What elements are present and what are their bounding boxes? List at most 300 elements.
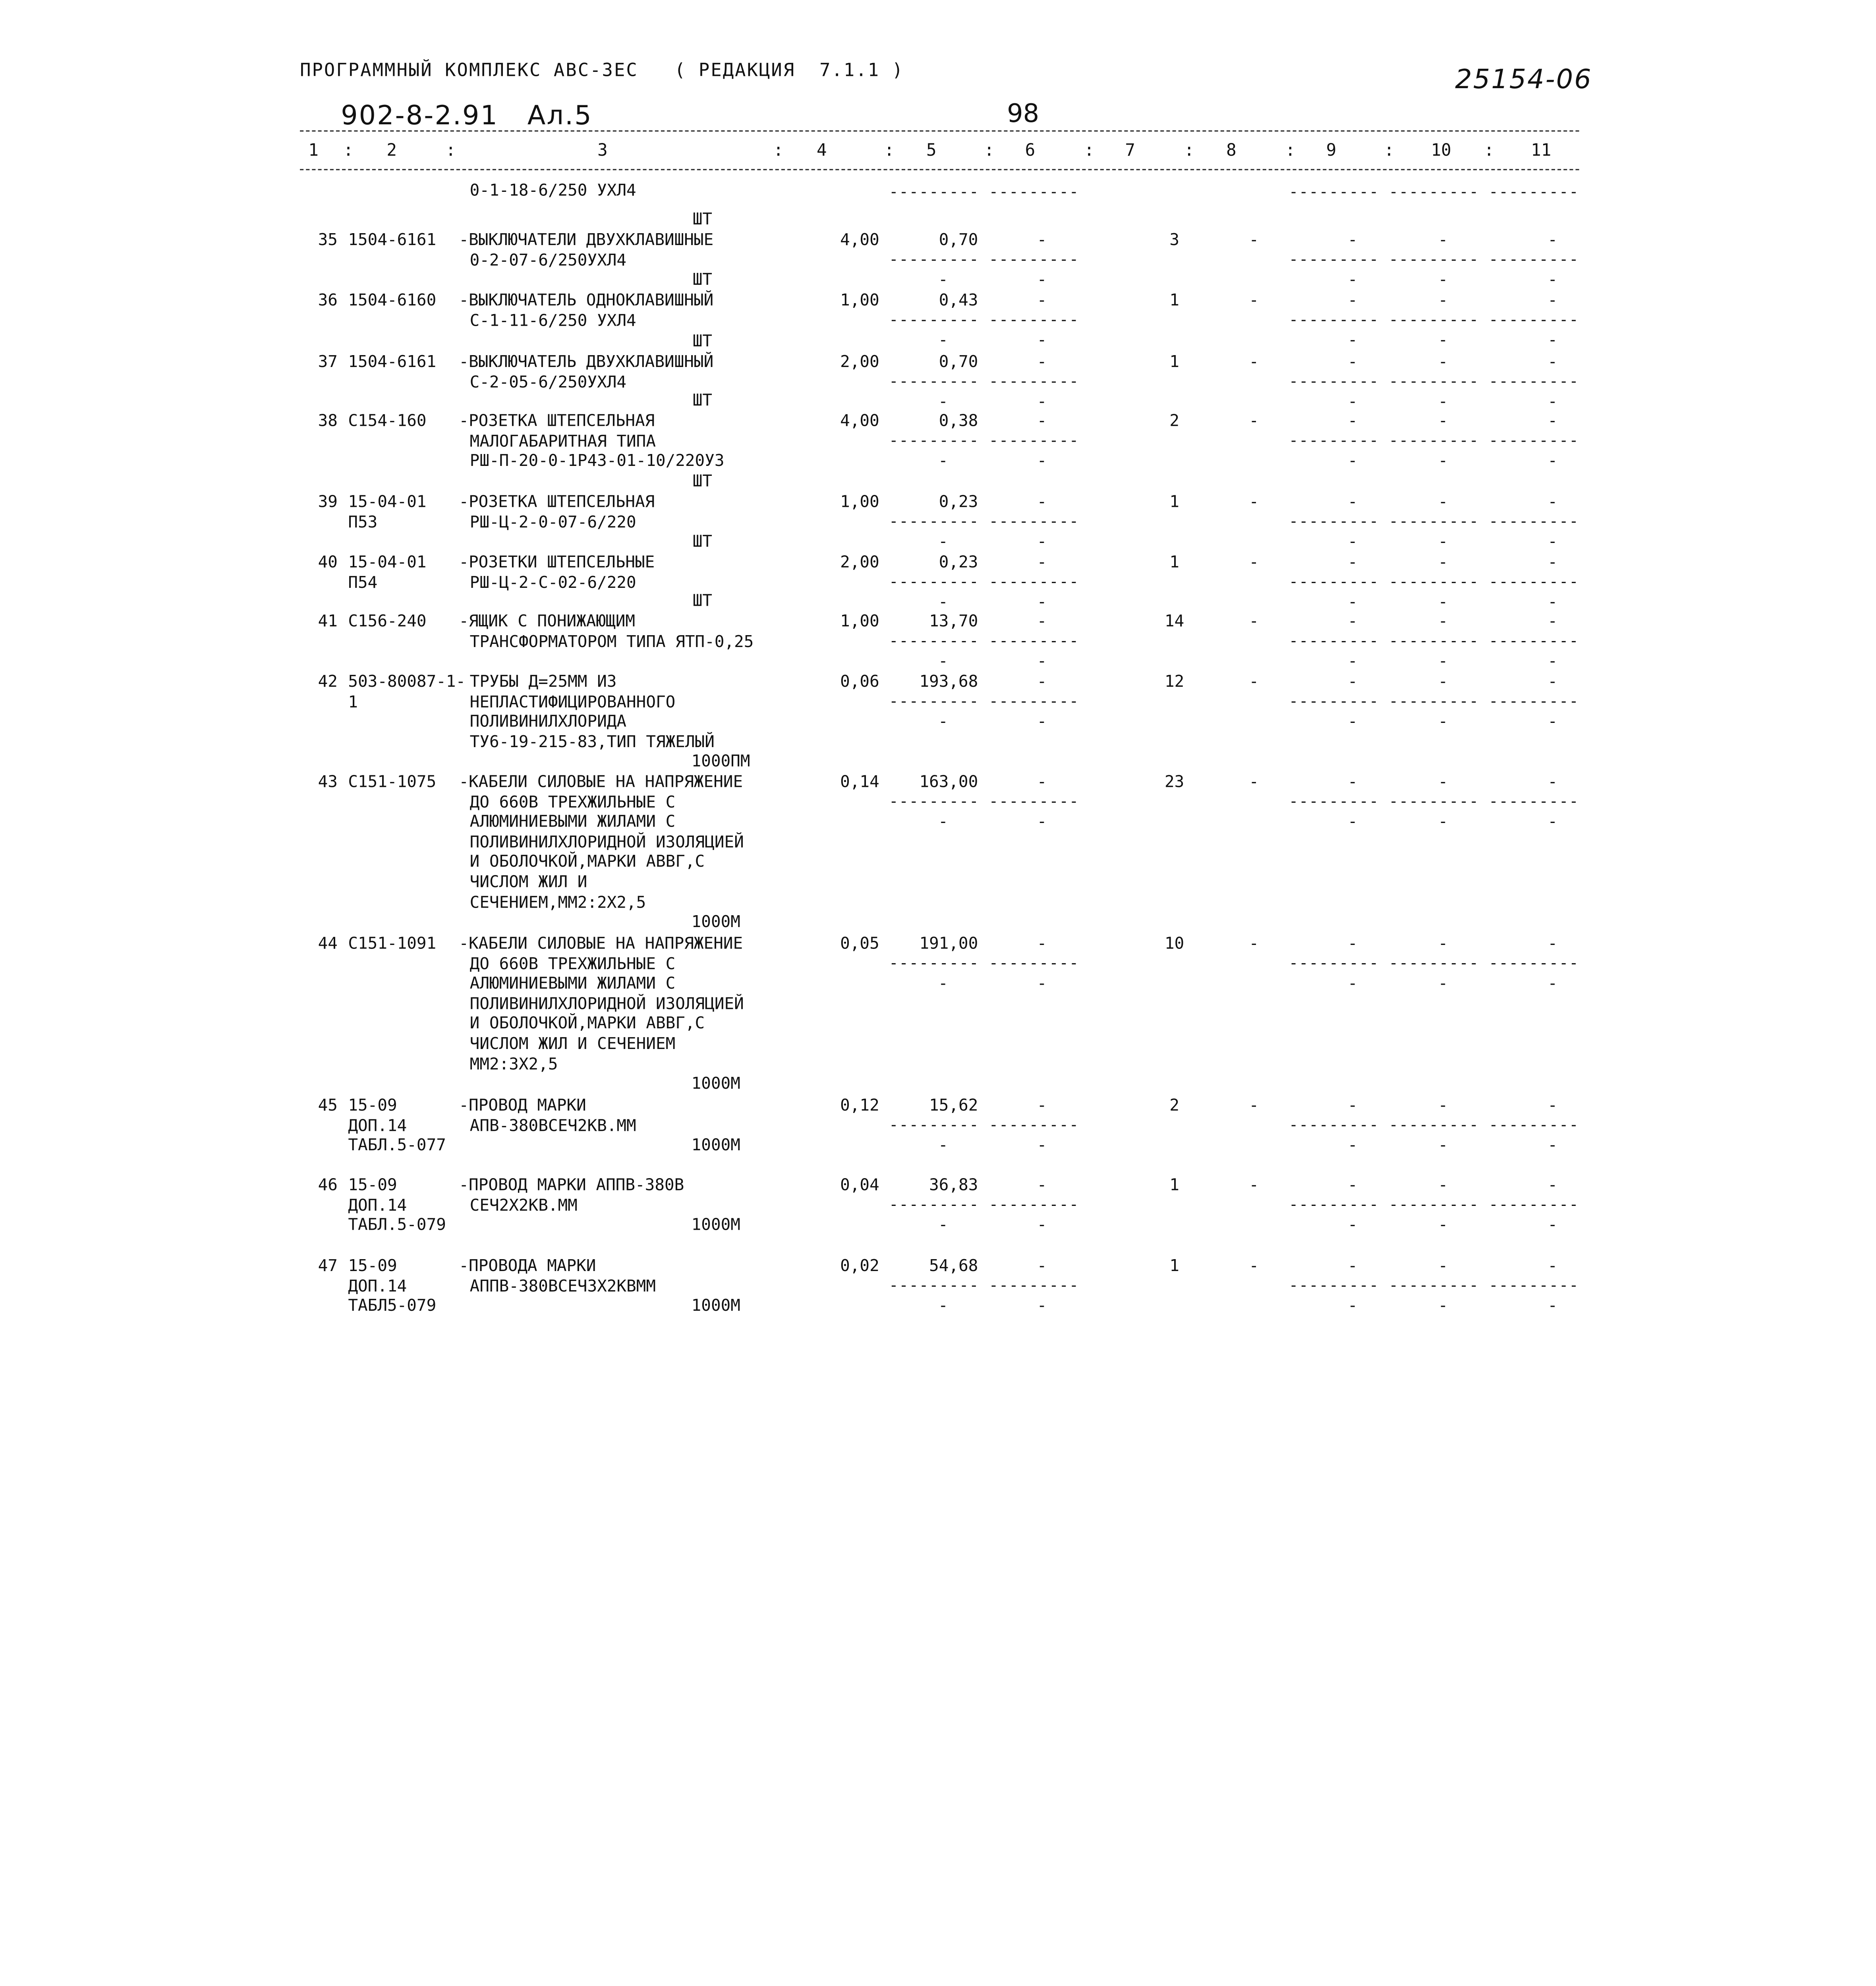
col5-subvalue: - xyxy=(938,1215,948,1235)
dash-separator: --------- xyxy=(989,954,1079,973)
col9-subvalue: - xyxy=(1348,1296,1358,1316)
unit: 1000ПМ xyxy=(691,752,750,772)
col10-subvalue: - xyxy=(1438,593,1448,612)
unit: 1000М xyxy=(691,912,740,932)
dash-separator: --------- xyxy=(1389,1116,1479,1134)
row-number: 43 xyxy=(318,772,338,792)
description-line: ПОЛИВИНИЛХЛОРИДА xyxy=(469,712,627,732)
col9-subvalue: - xyxy=(1348,652,1358,672)
col11-subvalue: - xyxy=(1548,1215,1558,1235)
col11-subvalue: - xyxy=(1548,532,1558,552)
column-number: 9 xyxy=(1326,141,1337,161)
col10-value: - xyxy=(1438,1256,1448,1276)
dash-separator: --------- xyxy=(1389,311,1479,329)
col5-value: 15,62 xyxy=(929,1096,978,1115)
col6-subvalue: - xyxy=(1037,1215,1047,1235)
col9-value: - xyxy=(1348,1256,1358,1276)
col7-value: 1 xyxy=(1169,291,1180,310)
dash-separator: --------- xyxy=(889,954,980,973)
dash-separator: --------- xyxy=(1489,692,1579,711)
col5-subvalue: - xyxy=(938,712,948,732)
column-separator: : xyxy=(1484,141,1494,161)
col8-value: - xyxy=(1249,492,1259,512)
dash-separator: --------- xyxy=(1489,632,1579,650)
col11-value: - xyxy=(1548,612,1558,632)
description-line: РШ-П-20-0-1Р43-01-10/220УЗ xyxy=(469,452,725,471)
description-line: С-2-05-6/250УХЛ4 xyxy=(469,372,627,392)
col8-value: - xyxy=(1249,934,1259,954)
col5-subvalue: - xyxy=(938,270,948,290)
dash-separator: --------- xyxy=(1489,792,1579,811)
col9-subvalue: - xyxy=(1348,812,1358,832)
unit: ШТ xyxy=(692,592,713,611)
col8-value: - xyxy=(1249,1096,1259,1115)
col7-value: 2 xyxy=(1169,411,1180,431)
col6-value: - xyxy=(1037,230,1047,250)
col11-value: - xyxy=(1548,352,1558,372)
col10-subvalue: - xyxy=(1438,712,1448,732)
col10-value: - xyxy=(1438,352,1448,372)
dash-separator: --------- xyxy=(989,250,1079,269)
col10-value: - xyxy=(1438,934,1448,954)
quantity: 4,00 xyxy=(840,411,879,431)
dash-separator: --------- xyxy=(889,792,980,811)
description-line: АЛЮМИНИЕВЫМИ ЖИЛАМИ С xyxy=(469,974,676,994)
col7-value: 12 xyxy=(1165,672,1184,692)
col9-subvalue: - xyxy=(1348,1136,1358,1155)
col11-subvalue: - xyxy=(1548,812,1558,832)
column-separator: : xyxy=(1184,141,1194,161)
dash-separator: --------- xyxy=(1289,954,1379,973)
col6-subvalue: - xyxy=(1037,712,1047,732)
description-line: И ОБОЛОЧКОЙ,МАРКИ АВВГ,С xyxy=(469,852,705,872)
col6-value: - xyxy=(1037,553,1047,572)
quantity: 4,00 xyxy=(840,230,879,250)
col9-value: - xyxy=(1348,772,1358,792)
dash-separator: --------- xyxy=(889,692,980,711)
row-number: 44 xyxy=(318,934,338,954)
col11-value: - xyxy=(1548,672,1558,692)
dash-separator: --------- xyxy=(889,1116,980,1134)
col5-value: 0,70 xyxy=(939,230,978,250)
row-code: 1504-6160 xyxy=(348,291,437,310)
row-code: 1 xyxy=(348,692,358,712)
col7-value: 10 xyxy=(1165,934,1184,954)
quantity: 1,00 xyxy=(840,291,879,310)
col11-subvalue: - xyxy=(1548,331,1558,350)
col7-value: 2 xyxy=(1169,1096,1180,1115)
col8-value: - xyxy=(1249,1175,1259,1195)
col11-subvalue: - xyxy=(1548,712,1558,732)
col5-value: 54,68 xyxy=(929,1256,978,1276)
row-code: С151-1075 xyxy=(348,772,437,792)
col9-value: - xyxy=(1348,1175,1358,1195)
col9-value: - xyxy=(1348,352,1358,372)
col5-subvalue: - xyxy=(938,812,948,832)
column-separator: : xyxy=(343,141,354,161)
col6-subvalue: - xyxy=(1037,270,1047,290)
document-code: 902-8-2.91 Ал.5 xyxy=(341,101,593,132)
col6-value: - xyxy=(1037,492,1047,512)
row-code: С156-240 xyxy=(348,612,427,632)
col5-value: 36,83 xyxy=(929,1175,978,1195)
row-code: ТАБЛ5-079 xyxy=(348,1296,437,1316)
handwritten-stamp: 25154-06 xyxy=(1455,65,1592,96)
col5-value: 0,38 xyxy=(939,411,978,431)
description-line: ТРАНСФОРМАТОРОМ ТИПА ЯТП-0,25 xyxy=(469,632,754,651)
col9-value: - xyxy=(1348,1096,1358,1115)
row-code: 503-80087-1- xyxy=(348,672,466,692)
dash-separator: --------- xyxy=(989,692,1079,711)
unit: ШТ xyxy=(692,270,713,290)
col10-subvalue: - xyxy=(1438,974,1448,994)
col8-value: - xyxy=(1249,672,1259,692)
description-line: -ВЫКЛЮЧАТЕЛИ ДВУХКЛАВИШНЫЕ xyxy=(459,230,714,250)
col10-value: - xyxy=(1438,1096,1448,1115)
dash-separator: --------- xyxy=(1489,1116,1579,1134)
row-code: ТАБЛ.5-079 xyxy=(348,1215,446,1235)
col9-subvalue: - xyxy=(1348,452,1358,471)
dash-separator: --------- xyxy=(1289,512,1379,531)
column-number: 11 xyxy=(1531,141,1551,161)
col9-subvalue: - xyxy=(1348,712,1358,732)
description-line: СЕЧ2Х2КВ.ММ xyxy=(469,1196,578,1215)
dash-separator: --------- xyxy=(1289,372,1379,391)
dash-separator: --------- xyxy=(989,573,1079,591)
col6-value: - xyxy=(1037,772,1047,792)
col11-subvalue: - xyxy=(1548,1296,1558,1316)
dash-separator: --------- xyxy=(1389,1196,1479,1214)
col11-value: - xyxy=(1548,1096,1558,1115)
description-line: ТРУБЫ Д=25ММ ИЗ xyxy=(469,672,617,692)
col5-value: 0,43 xyxy=(939,291,978,310)
description-line: ДО 660В ТРЕХЖИЛЬНЫЕ С xyxy=(469,954,676,974)
unit: ШТ xyxy=(692,210,713,230)
col8-value: - xyxy=(1249,230,1259,250)
unit: 1000М xyxy=(691,1215,740,1235)
col9-subvalue: - xyxy=(1348,532,1358,552)
quantity: 0,05 xyxy=(840,934,879,954)
unit: ШТ xyxy=(692,332,713,352)
col10-value: - xyxy=(1438,291,1448,310)
col11-value: - xyxy=(1548,934,1558,954)
dash-separator: --------- xyxy=(1389,183,1479,202)
column-number: 2 xyxy=(386,141,397,161)
description-line: -КАБЕЛИ СИЛОВЫЕ НА НАПРЯЖЕНИЕ xyxy=(459,772,743,792)
description-line: -ПРОВОД МАРКИ xyxy=(459,1096,586,1115)
col9-subvalue: - xyxy=(1348,593,1358,612)
row-number: 40 xyxy=(318,553,338,572)
row-code: С151-1091 xyxy=(348,934,437,954)
dash-separator: --------- xyxy=(989,372,1079,391)
col6-value: - xyxy=(1037,1256,1047,1276)
col5-subvalue: - xyxy=(938,652,948,672)
description-line: -РОЗЕТКА ШТЕПСЕЛЬНАЯ xyxy=(459,492,655,512)
dash-separator: --------- xyxy=(1289,183,1379,202)
dash-separator: --------- xyxy=(1289,1116,1379,1134)
dash-separator: --------- xyxy=(989,431,1079,450)
row-number: 45 xyxy=(318,1096,338,1115)
description-line: -ПРОВОД МАРКИ АППВ-380В xyxy=(459,1175,684,1195)
col10-value: - xyxy=(1438,230,1448,250)
col10-subvalue: - xyxy=(1438,270,1448,290)
col10-value: - xyxy=(1438,492,1448,512)
col7-value: 3 xyxy=(1169,230,1180,250)
col9-subvalue: - xyxy=(1348,1215,1358,1235)
col5-value: 13,70 xyxy=(929,612,978,632)
description-line: -ПРОВОДА МАРКИ xyxy=(459,1256,596,1276)
description-line: И ОБОЛОЧКОЙ,МАРКИ АВВГ,С xyxy=(469,1014,705,1034)
quantity: 0,02 xyxy=(840,1256,879,1276)
col8-value: - xyxy=(1249,352,1259,372)
col10-value: - xyxy=(1438,411,1448,431)
col10-value: - xyxy=(1438,1175,1448,1195)
description-line: -РОЗЕТКА ШТЕПСЕЛЬНАЯ xyxy=(459,411,655,431)
dash-separator: --------- xyxy=(1489,431,1579,450)
dash-separator: --------- xyxy=(1389,250,1479,269)
col11-subvalue: - xyxy=(1548,392,1558,412)
col6-subvalue: - xyxy=(1037,652,1047,672)
col10-subvalue: - xyxy=(1438,331,1448,350)
description-line: -ВЫКЛЮЧАТЕЛЬ ДВУХКЛАВИШНЫЙ xyxy=(459,352,714,372)
column-separator: : xyxy=(884,141,895,161)
quantity: 2,00 xyxy=(840,352,879,372)
description-line: ТУ6-19-215-83,ТИП ТЯЖЕЛЫЙ xyxy=(469,732,715,752)
description-line: -КАБЕЛИ СИЛОВЫЕ НА НАПРЯЖЕНИЕ xyxy=(459,934,743,954)
col10-value: - xyxy=(1438,612,1448,632)
col6-value: - xyxy=(1037,934,1047,954)
col6-value: - xyxy=(1037,411,1047,431)
col8-value: - xyxy=(1249,772,1259,792)
row-code: ДОП.14 xyxy=(348,1116,407,1136)
dash-separator: --------- xyxy=(889,512,980,531)
col10-subvalue: - xyxy=(1438,652,1448,672)
description-line: ДО 660В ТРЕХЖИЛЬНЫЕ С xyxy=(469,792,676,812)
row-number: 46 xyxy=(318,1175,338,1195)
col11-subvalue: - xyxy=(1548,652,1558,672)
row-code: ДОП.14 xyxy=(348,1276,407,1296)
col6-subvalue: - xyxy=(1037,331,1047,350)
col11-value: - xyxy=(1548,411,1558,431)
dash-separator: --------- xyxy=(889,250,980,269)
quantity: 2,00 xyxy=(840,553,879,572)
col10-subvalue: - xyxy=(1438,1215,1448,1235)
column-number: 3 xyxy=(597,141,608,161)
col9-value: - xyxy=(1348,553,1358,572)
col6-subvalue: - xyxy=(1037,593,1047,612)
row-code: 1504-6161 xyxy=(348,352,437,372)
col9-value: - xyxy=(1348,411,1358,431)
col11-value: - xyxy=(1548,492,1558,512)
column-separator: : xyxy=(984,141,995,161)
row-number: 35 xyxy=(318,230,338,250)
col6-subvalue: - xyxy=(1037,532,1047,552)
col6-subvalue: - xyxy=(1037,452,1047,471)
dash-separator: --------- xyxy=(1489,512,1579,531)
dash-separator: --------- xyxy=(989,512,1079,531)
col11-value: - xyxy=(1548,1175,1558,1195)
quantity: 1,00 xyxy=(840,492,879,512)
description-line: АЛЮМИНИЕВЫМИ ЖИЛАМИ С xyxy=(469,812,676,832)
dash-separator: --------- xyxy=(1389,692,1479,711)
col11-value: - xyxy=(1548,553,1558,572)
row-code: 15-09 xyxy=(348,1175,397,1195)
col10-subvalue: - xyxy=(1438,1136,1448,1155)
row-number: 36 xyxy=(318,291,338,310)
description-line: ЧИСЛОМ ЖИЛ И xyxy=(469,873,587,892)
row-code: П54 xyxy=(348,573,378,592)
col7-value: 14 xyxy=(1165,612,1184,632)
col9-value: - xyxy=(1348,612,1358,632)
quantity: 0,04 xyxy=(840,1175,879,1195)
column-number: 6 xyxy=(1025,141,1036,161)
dash-separator: --------- xyxy=(1489,372,1579,391)
col6-value: - xyxy=(1037,1096,1047,1115)
quantity: 0,14 xyxy=(840,772,879,792)
col8-value: - xyxy=(1249,1256,1259,1276)
col8-value: - xyxy=(1249,291,1259,310)
col9-value: - xyxy=(1348,492,1358,512)
dash-separator: --------- xyxy=(989,792,1079,811)
col7-value: 1 xyxy=(1169,352,1180,372)
description-line: -ЯЩИК С ПОНИЖАЮЩИМ xyxy=(459,612,636,632)
dash-separator: --------- xyxy=(1389,632,1479,650)
description-line: -ВЫКЛЮЧАТЕЛЬ ОДНОКЛАВИШНЫЙ xyxy=(459,291,714,310)
dash-separator: --------- xyxy=(889,372,980,391)
col6-subvalue: - xyxy=(1037,1136,1047,1155)
col9-subvalue: - xyxy=(1348,974,1358,994)
dash-separator: --------- xyxy=(1389,573,1479,591)
col5-subvalue: - xyxy=(938,974,948,994)
dash-separator: --------- xyxy=(989,183,1079,202)
row-number: 38 xyxy=(318,411,338,431)
dash-separator: --------- xyxy=(1389,1276,1479,1295)
col9-subvalue: - xyxy=(1348,392,1358,412)
dash-separator: --------- xyxy=(1289,250,1379,269)
description-line: МАЛОГАБАРИТНАЯ ТИПА xyxy=(469,431,656,451)
row-code: П53 xyxy=(348,512,378,532)
col10-subvalue: - xyxy=(1438,1296,1448,1316)
unit: ШТ xyxy=(692,391,713,411)
col10-value: - xyxy=(1438,772,1448,792)
col6-subvalue: - xyxy=(1037,812,1047,832)
description-line: АППВ-380ВСЕЧ3Х2КВММ xyxy=(469,1276,656,1296)
dash-separator: --------- xyxy=(989,311,1079,329)
dash-separator: --------- xyxy=(889,632,980,650)
col5-subvalue: - xyxy=(938,593,948,612)
quantity: 0,12 xyxy=(840,1096,879,1115)
row-number: 39 xyxy=(318,492,338,512)
col5-subvalue: - xyxy=(938,532,948,552)
description-line: ЧИСЛОМ ЖИЛ И СЕЧЕНИЕМ xyxy=(469,1034,676,1054)
dash-separator: --------- xyxy=(989,1276,1079,1295)
program-header: ПРОГРАММНЫЙ КОМПЛЕКС АВС-3ЕС ( РЕДАКЦИЯ 7.1.1 ) xyxy=(300,59,904,81)
col10-value: - xyxy=(1438,672,1448,692)
description-line: СЕЧЕНИЕМ,ММ2:2Х2,5 xyxy=(469,893,646,912)
row-code: 15-04-01 xyxy=(348,492,427,512)
col11-subvalue: - xyxy=(1548,974,1558,994)
column-separator: : xyxy=(446,141,456,161)
col5-subvalue: - xyxy=(938,1136,948,1155)
col5-subvalue: - xyxy=(938,1296,948,1316)
unit: ШТ xyxy=(692,472,713,492)
col6-value: - xyxy=(1037,352,1047,372)
column-number: 7 xyxy=(1125,141,1135,161)
row-number: 41 xyxy=(318,612,338,632)
col6-value: - xyxy=(1037,612,1047,632)
unit: 1000М xyxy=(691,1074,740,1094)
row-code: 1504-6161 xyxy=(348,230,437,250)
col11-value: - xyxy=(1548,291,1558,310)
dash-separator: --------- xyxy=(889,311,980,329)
col11-value: - xyxy=(1548,230,1558,250)
col5-subvalue: - xyxy=(938,452,948,471)
col5-subvalue: - xyxy=(938,331,948,350)
dash-separator: --------- xyxy=(889,1276,980,1295)
col5-value: 193,68 xyxy=(919,672,978,692)
col6-value: - xyxy=(1037,291,1047,310)
col7-value: 23 xyxy=(1165,772,1184,792)
dash-separator: --------- xyxy=(1289,632,1379,650)
dash-separator: --------- xyxy=(1489,311,1579,329)
col8-value: - xyxy=(1249,553,1259,572)
unit: ШТ xyxy=(692,533,713,552)
dash-separator: --------- xyxy=(1289,431,1379,450)
description-line: ПОЛИВИНИЛХЛОРИДНОЙ ИЗОЛЯЦИЕЙ xyxy=(469,833,744,852)
col6-value: - xyxy=(1037,672,1047,692)
row-code: С154-160 xyxy=(348,411,427,431)
col7-value: 1 xyxy=(1169,1175,1180,1195)
col7-value: 1 xyxy=(1169,553,1180,572)
description-line: АПВ-380ВСЕЧ2КВ.ММ xyxy=(469,1116,636,1136)
header-rule-bottom xyxy=(300,169,1579,170)
description-line: С-1-11-6/250 УХЛ4 xyxy=(469,311,636,330)
dash-separator: --------- xyxy=(1389,372,1479,391)
col9-subvalue: - xyxy=(1348,331,1358,350)
col11-subvalue: - xyxy=(1548,1136,1558,1155)
col9-value: - xyxy=(1348,934,1358,954)
dash-separator: --------- xyxy=(1489,1276,1579,1295)
column-separator: : xyxy=(1384,141,1394,161)
col7-value: 1 xyxy=(1169,1256,1180,1276)
col6-subvalue: - xyxy=(1037,392,1047,412)
col5-value: 163,00 xyxy=(919,772,978,792)
dash-separator: --------- xyxy=(1389,954,1479,973)
dash-separator: --------- xyxy=(1389,512,1479,531)
row-number: 37 xyxy=(318,352,338,372)
header-rule-top xyxy=(300,130,1579,131)
dash-separator: --------- xyxy=(1289,1276,1379,1295)
dash-separator: --------- xyxy=(1489,573,1579,591)
column-separator: : xyxy=(1084,141,1094,161)
dash-separator: --------- xyxy=(1489,954,1579,973)
column-number: 1 xyxy=(308,141,319,161)
col11-value: - xyxy=(1548,772,1558,792)
row-code: ТАБЛ.5-077 xyxy=(348,1136,446,1155)
col6-subvalue: - xyxy=(1037,1296,1047,1316)
description-line: -РОЗЕТКИ ШТЕПСЕЛЬНЫЕ xyxy=(459,553,655,572)
quantity: 0,06 xyxy=(840,672,879,692)
col10-subvalue: - xyxy=(1438,452,1448,471)
col5-value: 0,23 xyxy=(939,553,978,572)
row-number: 47 xyxy=(318,1256,338,1276)
dash-separator: --------- xyxy=(989,1116,1079,1134)
row-code: 15-04-01 xyxy=(348,553,427,572)
dash-separator: --------- xyxy=(889,573,980,591)
dash-separator: --------- xyxy=(1289,311,1379,329)
column-number: 4 xyxy=(817,141,827,161)
col11-value: - xyxy=(1548,1256,1558,1276)
